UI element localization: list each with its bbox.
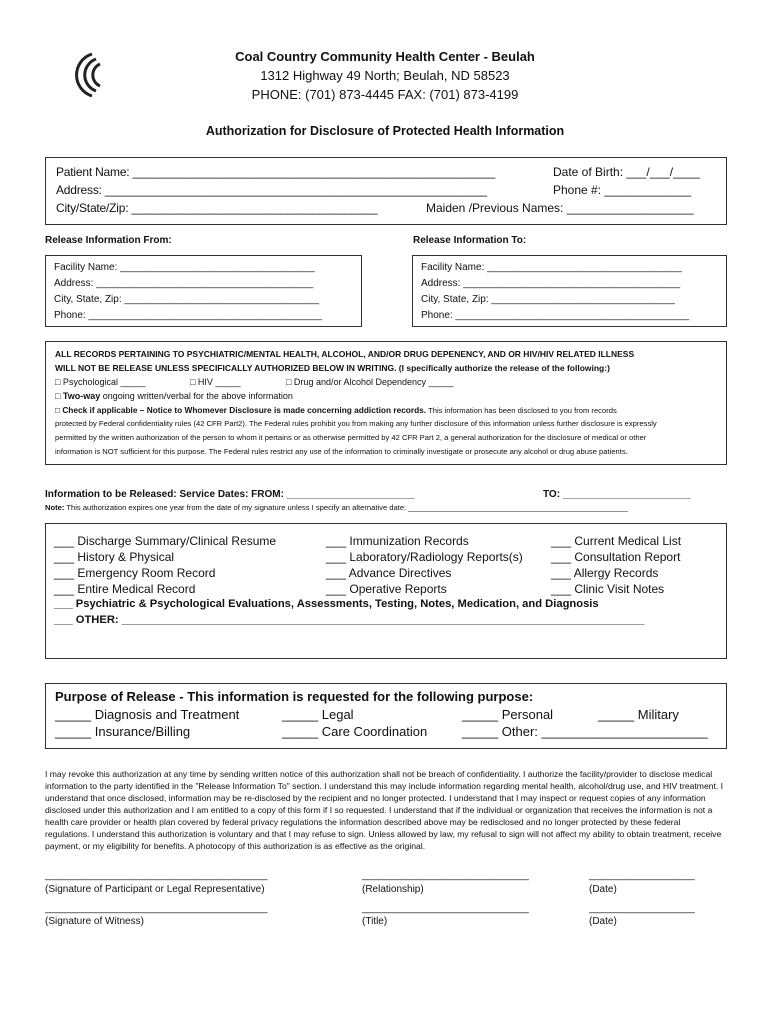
sensitive-records-box: [45, 341, 727, 465]
maiden-names-field[interactable]: Maiden /Previous Names: ___________________: [426, 201, 694, 215]
record-emergency-room[interactable]: ___ Emergency Room Record: [54, 566, 216, 580]
witness-label: (Signature of Witness): [45, 916, 144, 927]
relationship-line[interactable]: ______________________________: [362, 870, 529, 881]
date-of-birth-field[interactable]: Date of Birth: ___/___/____: [553, 165, 700, 179]
release-from-box: [45, 255, 362, 327]
record-allergy-records[interactable]: ___ Allergy Records: [551, 566, 659, 580]
two-way-label: □ Two-way: [55, 391, 101, 401]
addiction-notice-text: This information has been disclosed to you from records: [426, 406, 617, 415]
signature-line[interactable]: ________________________________________: [45, 870, 268, 881]
record-lab-radiology[interactable]: ___ Laboratory/Radiology Reports(s): [326, 550, 523, 564]
authorization-terms: I may revoke this authorization at any time by sending written notice of this authorization shall not be breach of confidentiality. I authorize the facility/provider to disclose medical information to the party identified in the "Release Information To" section. I understand this may include information regarding mental health, alcohol/drug use, and HIV treatment. I understand that once disclosed, information may be re-disclosed by the recipient and no longer protected. I understand that I may inspect or request copies of any information disclosed under this authorization and I am entitled to a copy of this form if I so requested. I understand that if the individual or organization that receives the information is not a health care provider or health plan covered by federal privacy regulations the information described above may be redisclosed and no longer protected by these federal regulations. I understand this authorization is voluntary and that I may refuse to sign. Unless allowed by law, my refusal to sign will not affect my ability to obtain treatment, receive payment, or my eligibility for benefits. A photocopy of this authorization is as effective as the original.: [45, 769, 724, 851]
two-way-checkbox[interactable]: [55, 391, 293, 401]
purpose-heading: Purpose of Release - This information is requested for the following purpose:: [55, 689, 534, 704]
purpose-legal[interactable]: _____ Legal: [282, 707, 354, 722]
to-address-field[interactable]: Address: _______________________________________: [421, 278, 681, 289]
patient-info-box: [45, 157, 727, 225]
from-facility-field[interactable]: Facility Name: ___________________________________: [54, 262, 315, 273]
org-address: 1312 Highway 49 North; Beulah, ND 58523: [260, 68, 510, 83]
record-consultation-report[interactable]: ___ Consultation Report: [551, 550, 681, 564]
records-box: [45, 523, 727, 659]
record-discharge-summary[interactable]: ___ Discharge Summary/Clinical Resume: [54, 534, 277, 548]
title-line[interactable]: ______________________________: [362, 903, 529, 914]
to-facility-field[interactable]: Facility Name: ___________________________________: [421, 262, 682, 273]
notice-line-4: information is NOT sufficient for this purpose. The Federal rules restrict any use of the information to criminally investigate or prosecute any alcohol or drug abuse patients.: [55, 447, 628, 456]
purpose-military[interactable]: _____ Military: [598, 707, 679, 722]
release-to-box: [412, 255, 727, 327]
sensitive-line-1: ALL RECORDS PERTAINING TO PSYCHIATRIC/MENTAL HEALTH, ALCOHOL, AND/OR DRUG DEPENENCY, AND OR HIV/HIV RELATED ILLNESS: [55, 349, 635, 359]
note-text: This authorization expires one year from the date of my signature unless I specify an alternative date: ____________________________________________________: [64, 503, 628, 512]
patient-city-field[interactable]: City/State/Zip: ______________________________________: [56, 201, 378, 215]
title-label: (Title): [362, 916, 388, 927]
addiction-notice-checkbox[interactable]: [55, 405, 617, 415]
purpose-other[interactable]: _____ Other: _______________________: [462, 724, 708, 739]
date-label: (Date): [589, 884, 617, 895]
record-history-physical[interactable]: ___ History & Physical: [54, 550, 175, 564]
date2-line[interactable]: ___________________: [589, 903, 695, 914]
sensitive-line-2: WILL NOT BE RELEASE UNLESS SPECIFICALLY AUTHORIZED BELOW IN WRITING. (I specifically authorize the release of the following:): [55, 363, 610, 373]
patient-phone-field[interactable]: Phone #: _____________: [553, 183, 692, 197]
org-phone-fax: PHONE: (701) 873-4445 FAX: (701) 873-4199: [251, 87, 519, 102]
addiction-notice-label: □ Check if applicable – Notice to Whomever Disclosure is made concerning addiction records.: [55, 405, 427, 415]
psychological-checkbox[interactable]: □ Psychological _____: [55, 377, 146, 387]
record-entire-medical[interactable]: ___ Entire Medical Record: [54, 582, 196, 596]
form-title: Authorization for Disclosure of Protected Health Information: [205, 124, 565, 138]
signature-label: (Signature of Participant or Legal Representative): [45, 884, 265, 895]
patient-name-field[interactable]: Patient Name: ________________________________________________________: [56, 165, 496, 179]
patient-address-field[interactable]: Address: ___________________________________________________________: [56, 183, 487, 197]
date-line[interactable]: ___________________: [589, 870, 695, 881]
from-phone-field[interactable]: Phone: __________________________________________: [54, 310, 323, 321]
witness-line[interactable]: ________________________________________: [45, 903, 268, 914]
record-clinic-visit-notes[interactable]: ___ Clinic Visit Notes: [551, 582, 665, 596]
notice-line-3: permitted by the written authorization of the person to whom it pertains or as otherwise permitted by 42 CFR Part 2, a general authorization for the disclosure of medical or other: [55, 433, 647, 442]
purpose-diagnosis[interactable]: _____ Diagnosis and Treatment: [55, 707, 240, 722]
org-name: Coal Country Community Health Center - Beulah: [235, 49, 535, 64]
relationship-label: (Relationship): [362, 884, 424, 895]
service-dates-to-field[interactable]: TO: _______________________: [543, 489, 691, 500]
record-immunization[interactable]: ___ Immunization Records: [326, 534, 469, 548]
hiv-checkbox[interactable]: □ HIV _____: [190, 377, 241, 387]
service-dates-from-field[interactable]: Information to be Released: Service Dates: FROM: _______________________: [45, 489, 415, 500]
purpose-personal[interactable]: _____ Personal: [462, 707, 554, 722]
record-current-medical-list[interactable]: ___ Current Medical List: [551, 534, 682, 548]
purpose-care-coordination[interactable]: _____ Care Coordination: [282, 724, 428, 739]
two-way-text: ongoing written/verbal for the above information: [100, 391, 293, 401]
record-other[interactable]: ___ OTHER: ____________________________________________________________________________________: [54, 614, 645, 626]
notice-line-2: protected by Federal confidentiality rules (42 CFR Part2). The Federal rules prohibit you from making any further disclosure of this information unless further disclosure is expressly: [55, 419, 657, 428]
from-address-field[interactable]: Address: _______________________________________: [54, 278, 314, 289]
from-city-field[interactable]: City, State, Zip: ___________________________________: [54, 294, 320, 305]
purpose-insurance[interactable]: _____ Insurance/Billing: [55, 724, 191, 739]
drug-alcohol-checkbox[interactable]: □ Drug and/or Alcohol Dependency _____: [286, 377, 454, 387]
date2-label: (Date): [589, 916, 617, 927]
expiration-note[interactable]: [45, 503, 628, 512]
record-advance-directives[interactable]: ___ Advance Directives: [326, 566, 452, 580]
to-phone-field[interactable]: Phone: __________________________________________: [421, 310, 690, 321]
release-from-heading: Release Information From:: [45, 235, 172, 246]
record-operative-reports[interactable]: ___ Operative Reports: [326, 582, 447, 596]
release-to-heading: Release Information To:: [413, 235, 527, 246]
record-psychiatric[interactable]: ___ Psychiatric & Psychological Evaluations, Assessments, Testing, Notes, Medication, and Diagnosis: [54, 598, 599, 610]
to-city-field[interactable]: City, State, Zip: _________________________________: [421, 294, 675, 305]
note-label: Note:: [45, 503, 65, 512]
purpose-box: [45, 683, 727, 749]
